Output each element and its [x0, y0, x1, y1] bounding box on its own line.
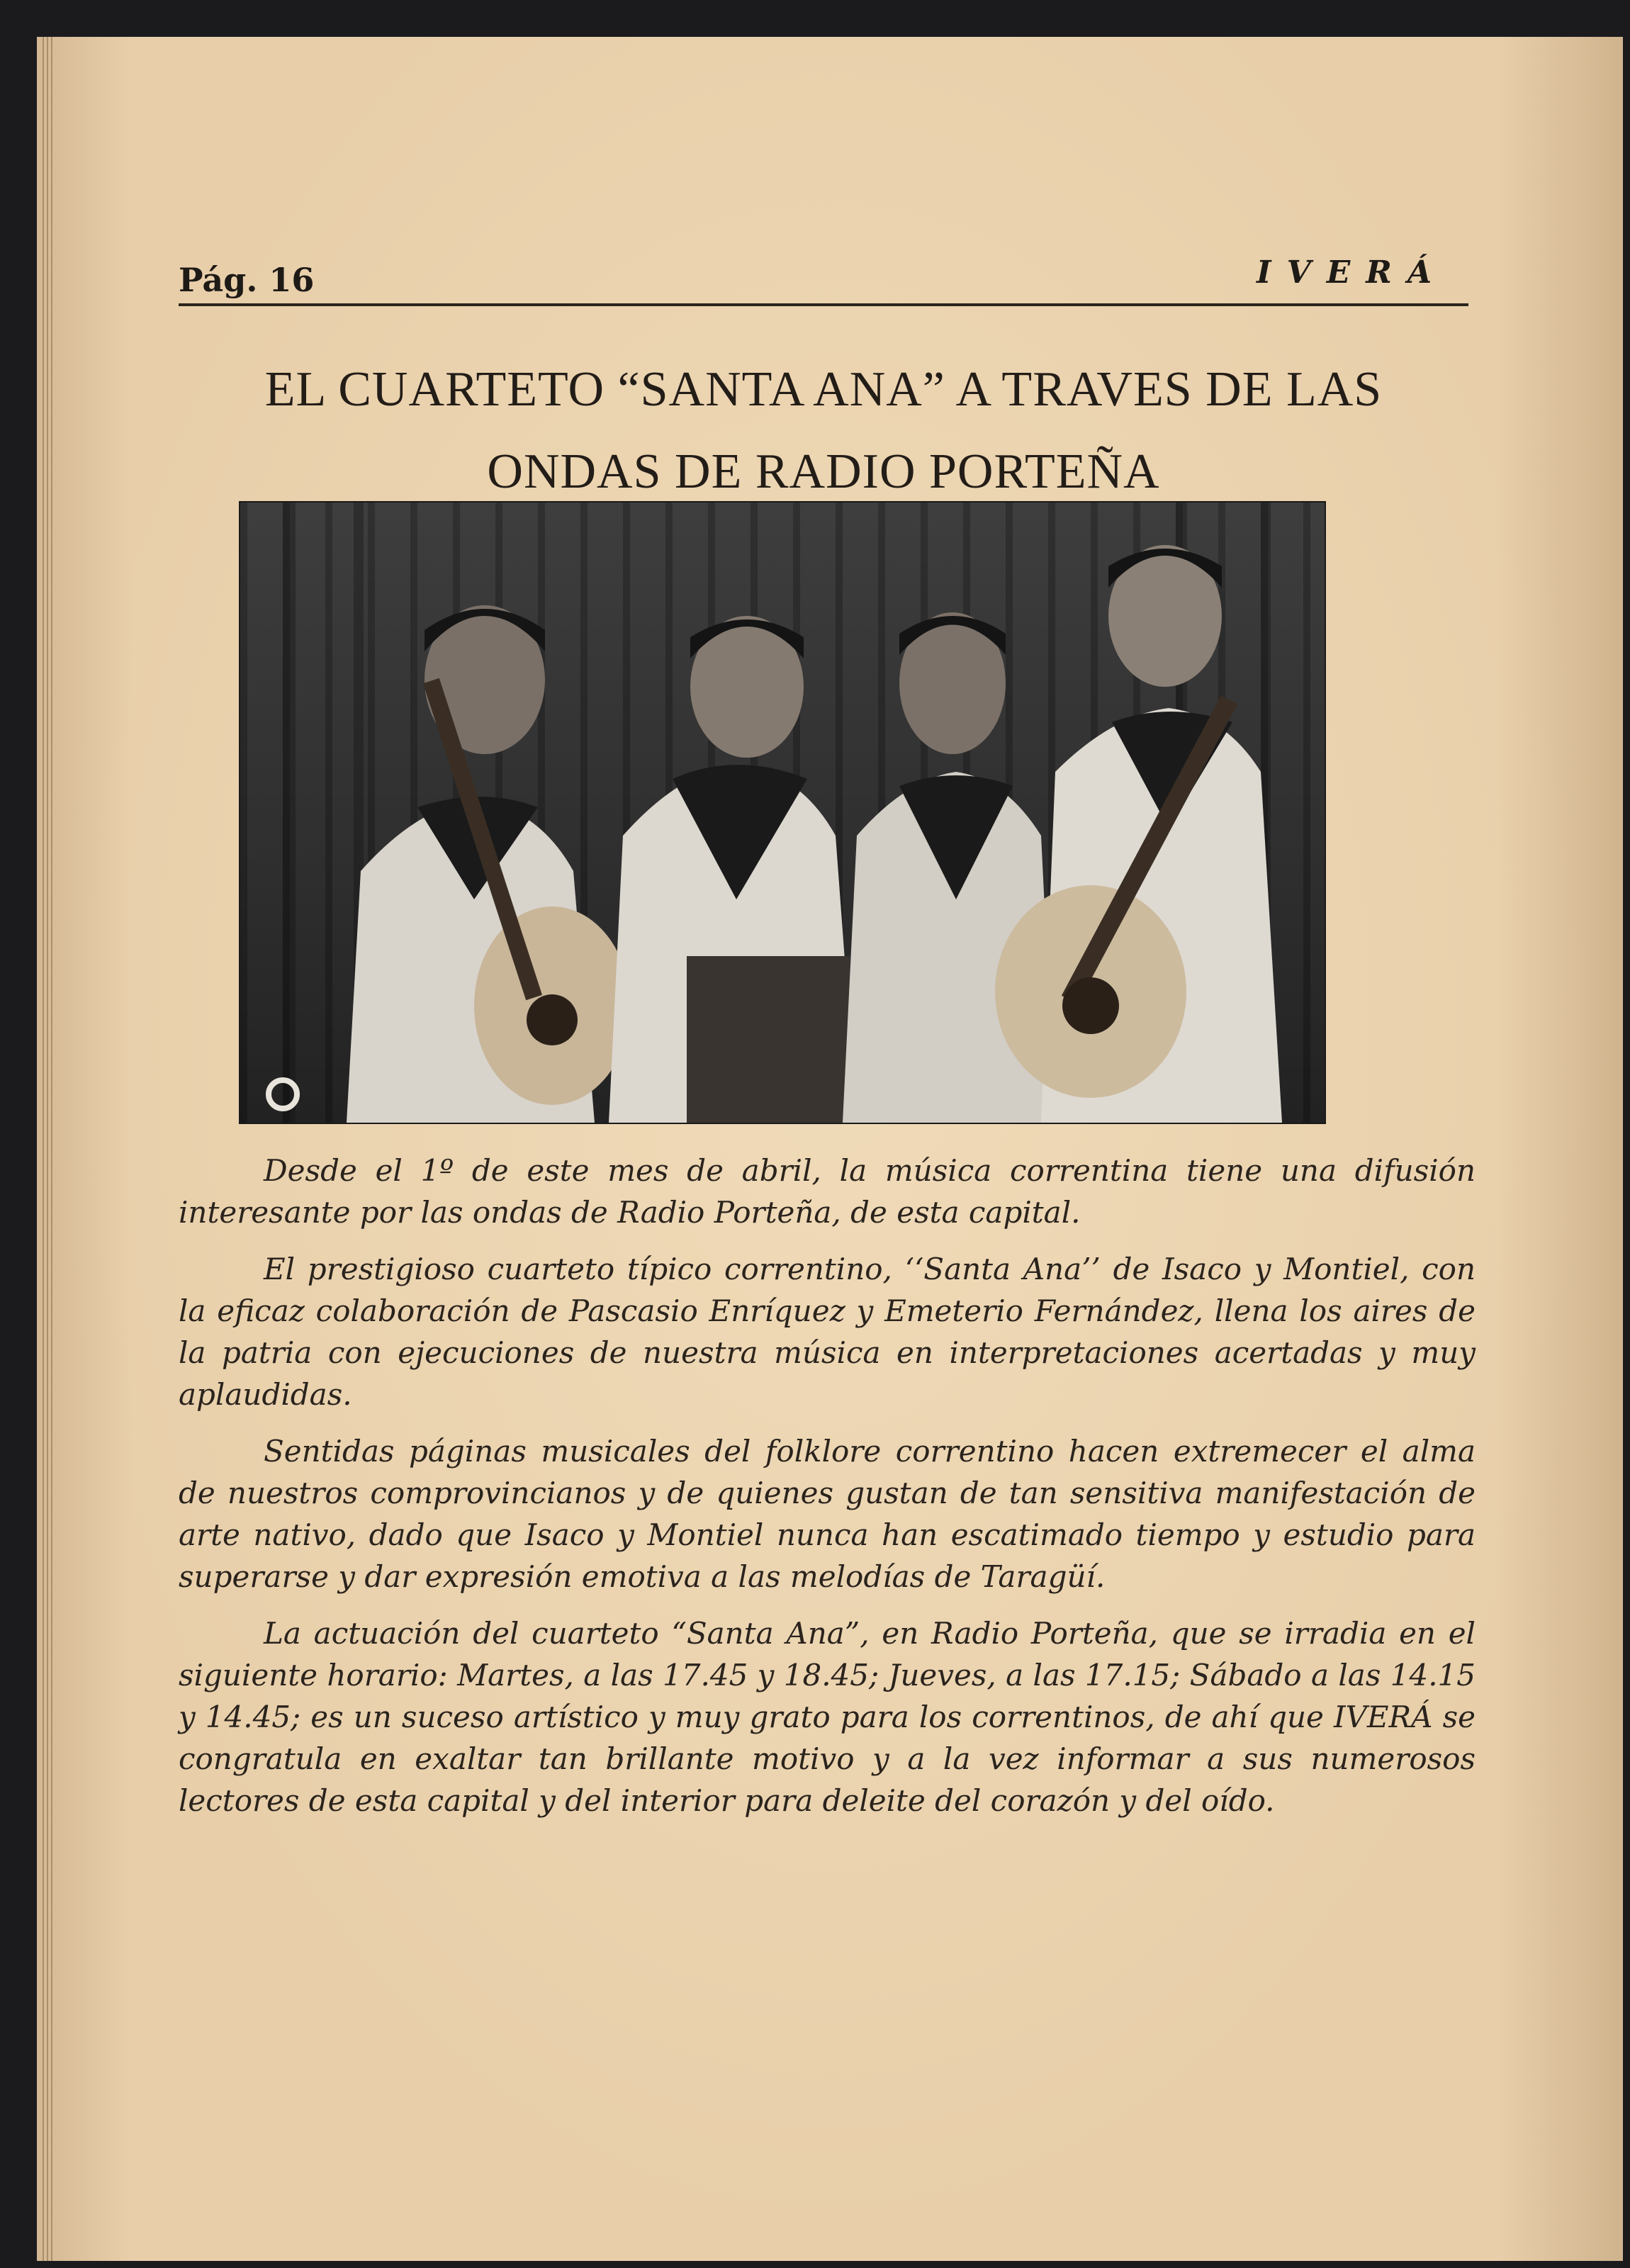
quartet-photo — [239, 501, 1326, 1124]
paragraph-2: El prestigioso cuarteto típico correntino, ‘‘Santa Ana’’ de Isaco y Montiel, con la eficaz colaboración de Pascasio Enríquez y Emeterio Fernández, llena los aires de la patria con ejecuciones de nuestra música en interpretaciones acertadas y muy aplaudidas. — [179, 1252, 1476, 1412]
header-rule — [179, 303, 1468, 306]
article-title — [164, 349, 1483, 513]
page-number: Pág. 16 — [179, 261, 315, 299]
musician-2 — [609, 616, 857, 1123]
quartet-illustration — [240, 503, 1325, 1123]
page-header — [179, 214, 1468, 306]
magazine-name: IVERÁ — [1257, 254, 1447, 291]
paragraph-3: Sentidas páginas musicales del folklore correntino hacen extremecer el alma de nuestros comprovincianos y de quienes gustan de tan sensitiva manifestación de arte nativo, dado que Isaco y Montiel nunca han escatimado tiempo y estudio para superarse y dar expresión emotiva a las melodías de Taragüí. — [179, 1434, 1476, 1594]
title-line-2: ONDAS DE RADIO PORTEÑA — [487, 444, 1160, 499]
magazine-page — [37, 37, 1623, 2261]
paragraph-4: La actuación del cuarteto “Santa Ana”, en Radio Porteña, que se irradia en el siguiente horario: Martes, a las 17.45 y 18.45; Jueves, a las 17.15; Sábado a las 14.15 y 14.45; es un suceso artístico y muy grato para los correntinos, de ahí que IVERÁ se congratula en exaltar tan brillante motivo y a la vez informar a sus numerosos lectores de esta capital y del interior para deleite del corazón y del oído. — [179, 1616, 1476, 1818]
page-edge — [43, 37, 55, 2261]
title-line-1: EL CUARTETO “SANTA ANA” A TRAVES DE LAS — [264, 362, 1383, 417]
article-body — [179, 1150, 1476, 1836]
musician-1 — [347, 605, 630, 1123]
paragraph-1: Desde el 1º de este mes de abril, la música correntina tiene una difusión interesante por las ondas de Radio Porteña, de esta capital. — [179, 1153, 1476, 1230]
